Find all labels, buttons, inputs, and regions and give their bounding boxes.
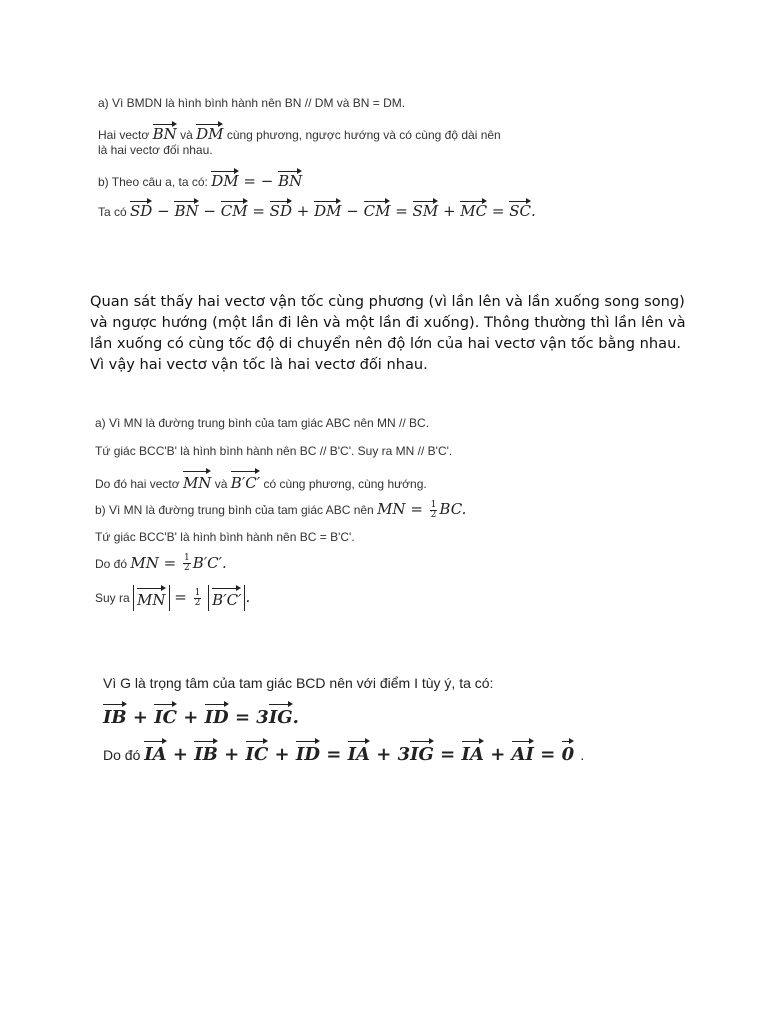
vector-ia: IA: [347, 744, 370, 765]
vector-bn: BN: [152, 125, 177, 143]
vector-ai: AI: [511, 744, 534, 765]
solution2-line-3: Do đó hai vectơ MN và B′C′ có cùng phương, cùng hướng.: [95, 474, 427, 492]
solution-block-2: [95, 416, 466, 611]
vector-ig: IG: [268, 707, 293, 728]
fraction-half: $\frac{1}{2}$: [183, 553, 190, 573]
solution-line-a: a) Vì BMDN là hình bình hành nên BN // DM và BN = DM.: [98, 96, 406, 110]
vector-bn: BN: [278, 172, 303, 190]
solution-line-vectors: Hai vectơ BN và DM cùng phương, ngược hướng và có cùng độ dài nên: [98, 125, 501, 143]
solution2-line-4: b) Vì MN là đường trung bình của tam giác ABC nên MN = $\frac{1}{2}$ BC.: [95, 499, 467, 520]
vector-mn: MN: [182, 474, 212, 492]
solution2-line-1: a) Vì MN là đường trung bình của tam giác ABC nên MN // BC.: [95, 416, 430, 430]
vector-sc: SC: [509, 202, 532, 220]
fraction-half: $\frac{1}{2}$: [194, 587, 201, 608]
solution-block-3: [103, 675, 584, 765]
zero-vector: 0: [561, 744, 575, 765]
vector-id: ID: [204, 707, 229, 728]
vector-cm: CM: [363, 202, 391, 220]
fraction-half: $\frac{1}{2}$: [430, 499, 437, 520]
vector-ic: IC: [245, 744, 269, 765]
vector-ia: IA: [461, 744, 484, 765]
vector-sm: SM: [412, 202, 439, 220]
solution3-equation-1: IB + IC + ID = 3IG.: [103, 707, 299, 728]
vector-ia: IA: [144, 744, 167, 765]
solution3-line-1: Vì G là trọng tâm của tam giác BCD nên với điểm I tùy ý, ta có:: [103, 675, 494, 691]
vector-dm: DM: [196, 125, 224, 143]
solution2-line-2: Tứ giác BCC'B' là hình bình hành nên BC // B'C'. Suy ra MN // B'C'.: [95, 444, 453, 458]
vector-cm: CM: [220, 202, 248, 220]
magnitude-bc-prime: B′C′: [208, 585, 245, 611]
explanation-paragraph: Quan sát thấy hai vectơ vận tốc cùng phương (vì lần lên và lần xuống song song) và ngược hướng (một lần đi lên và một lần đi xuống). Thông thường thì lần lên và lần xuống có cùng tốc độ di chuyển nên độ lớn của hai vectơ vận tốc bằng nhau. Vì vậy hai vectơ vận tốc là hai vectơ đối nhau.: [90, 293, 686, 373]
vector-mc: MC: [460, 202, 488, 220]
vector-bc-prime: B′C′: [230, 474, 261, 492]
vector-id: ID: [295, 744, 320, 765]
solution-line-b: b) Theo câu a, ta có: DM = − BN: [98, 172, 303, 190]
solution2-line-5: Tứ giác BCC'B' là hình bình hành nên BC = B'C'.: [95, 529, 355, 544]
solution3-line-3: Do đó IA + IB + IC + ID = IA + 3IG = IA + AI = 0 .: [103, 744, 585, 765]
solution2-line-7: Suy ra MN = $\frac{1}{2}$ B′C′ .: [95, 585, 466, 611]
vector-ig: IG: [410, 744, 434, 765]
magnitude-mn: MN: [133, 585, 169, 611]
vector-sd: SD: [269, 202, 292, 220]
solution-line-opposite: là hai vectơ đối nhau.: [98, 143, 213, 157]
vector-ib: IB: [103, 707, 127, 728]
solution-line-sum: Ta có SD − BN − CM = SD + DM − CM = SM + MC = SC.: [98, 202, 536, 220]
vector-dm: DM: [211, 172, 239, 190]
vector-dm: DM: [314, 202, 342, 220]
vector-bn: BN: [174, 202, 199, 220]
vector-ib: IB: [194, 744, 218, 765]
vector-ic: IC: [154, 707, 178, 728]
solution-block-1: [98, 96, 536, 220]
solution2-line-6: Do đó MN = $\frac{1}{2}$ B′C′.: [95, 553, 227, 573]
vector-sd: SD: [130, 202, 153, 220]
